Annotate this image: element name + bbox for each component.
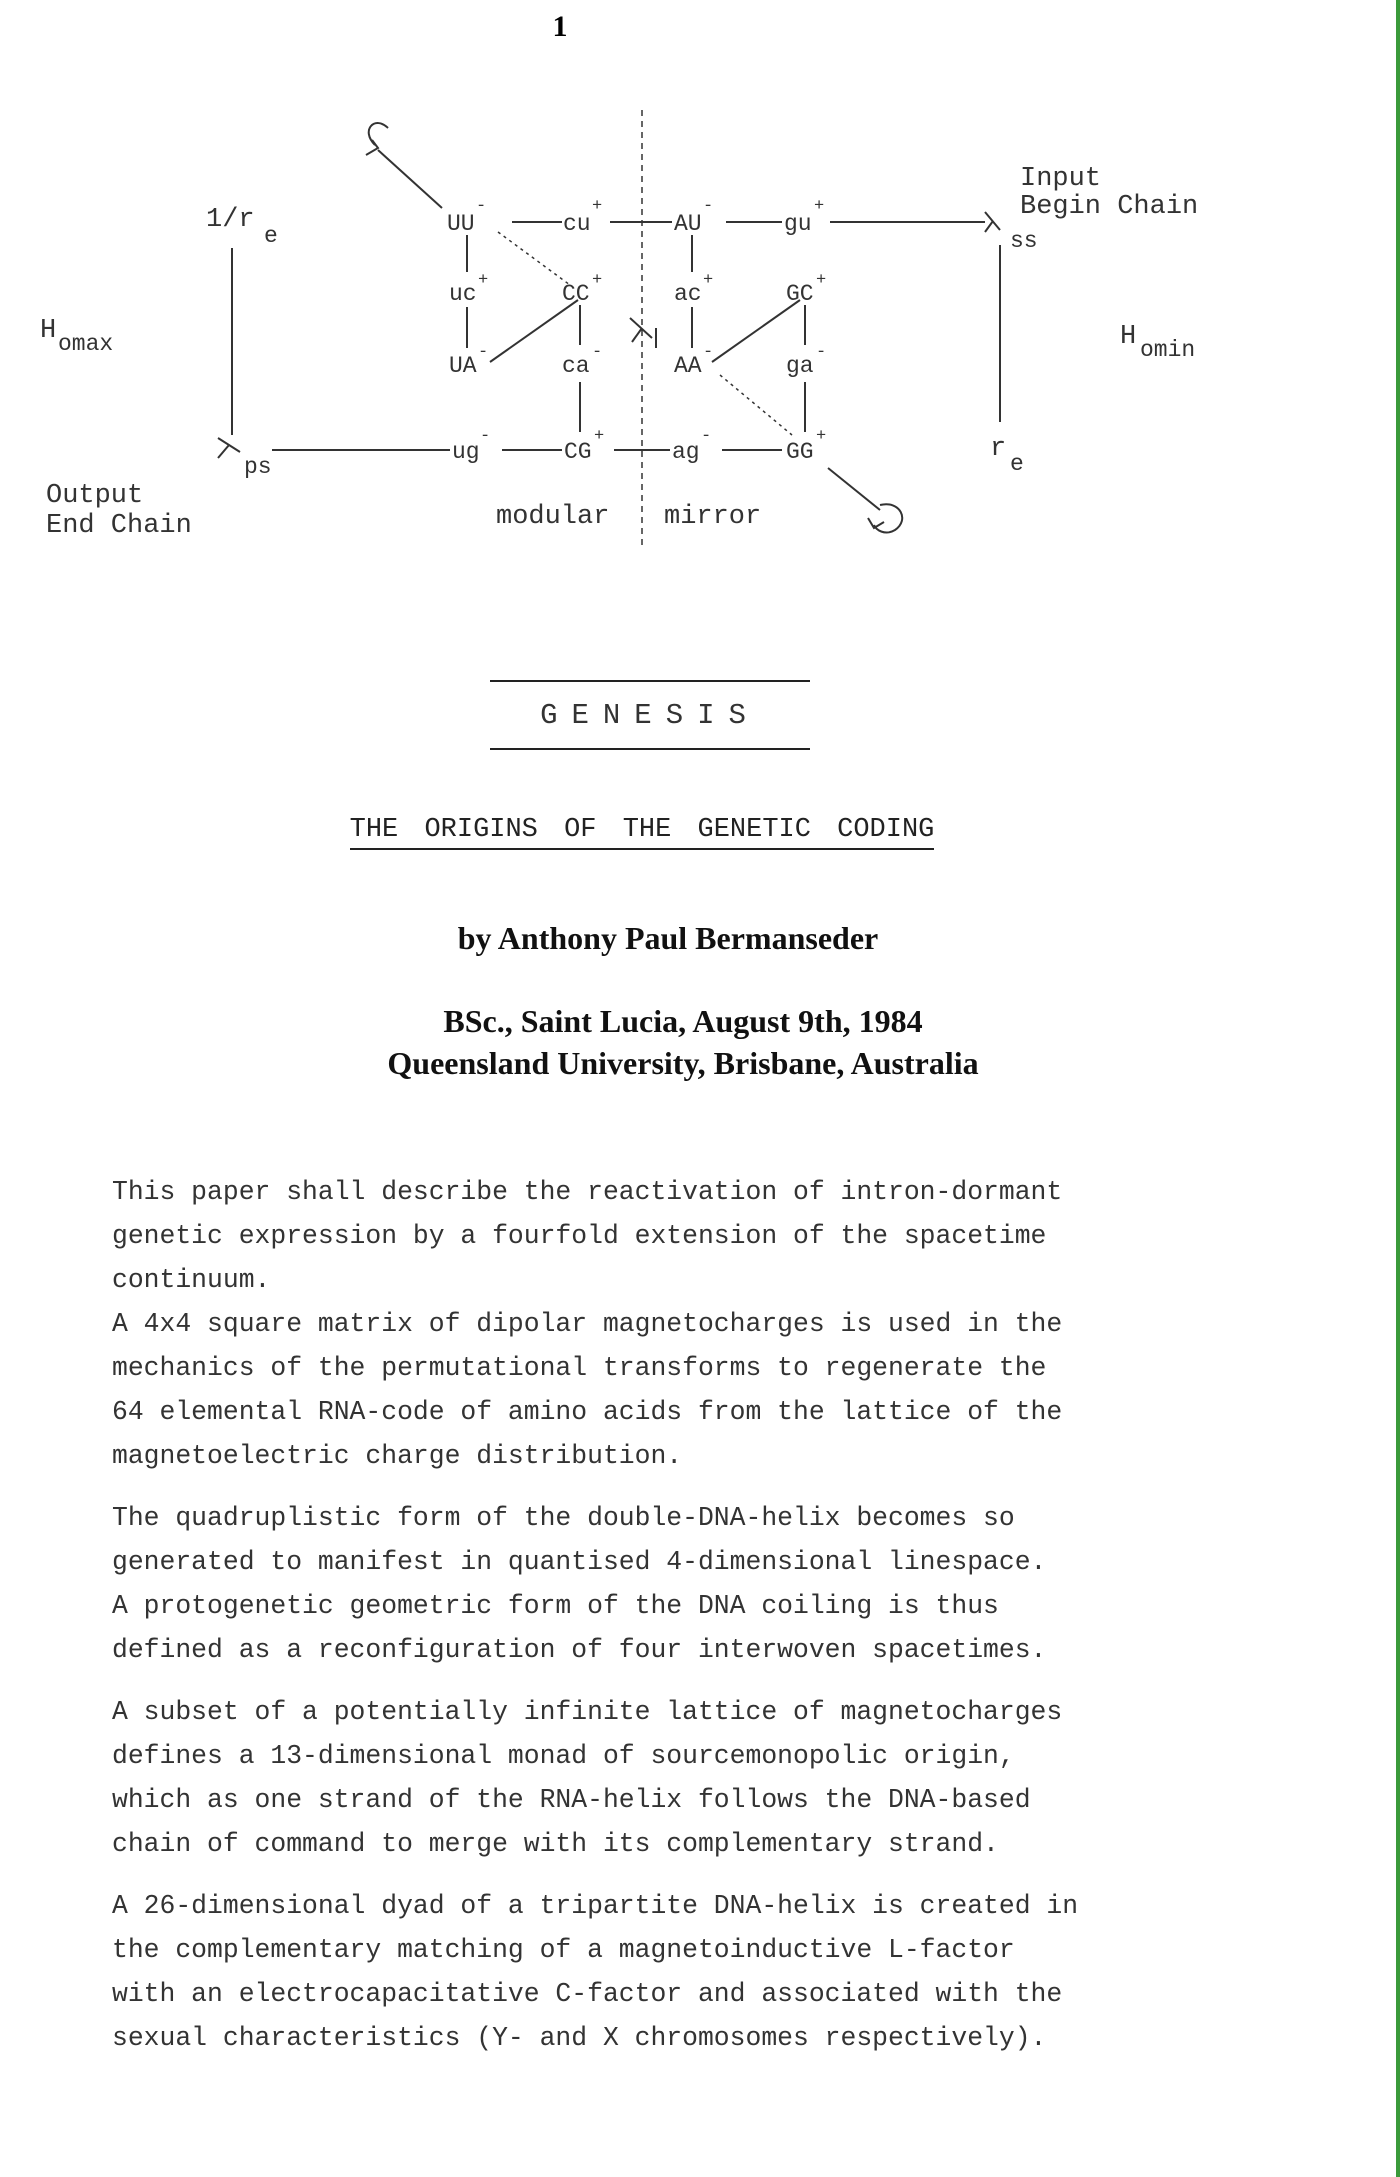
document-subtitle — [0, 815, 1284, 845]
cell-aa-charge: - — [703, 343, 714, 362]
cell-ac-charge: + — [703, 271, 714, 290]
modular-label: modular — [496, 502, 610, 532]
paragraph-4: A 26-dimensional dyad of a tripartite DNA-helix is created in the complementary matching of a magnetoinductive L-factor with an electrocapacitative C-factor and associated with the sexual characteristics (Y- and X chromosomes respectively). — [112, 1891, 1079, 2053]
paragraph-2: The quadruplistic form of the double-DNA-helix becomes so generated to manifest in quantised 4-dimensional linespace. A protogenetic geometric form of the DNA coiling is thus defined as a reconfiguration of four interwoven spacetimes. — [112, 1503, 1047, 1665]
cell-ua: UA — [449, 353, 477, 379]
output-label: Output — [46, 481, 144, 511]
cell-gc: GC — [786, 281, 814, 307]
cell-cc: CC — [562, 281, 590, 307]
cell-ga: ga — [786, 353, 814, 379]
cell-cg-charge: + — [594, 427, 605, 446]
top-loop-arrow-icon — [366, 123, 388, 155]
cell-ca-charge: - — [592, 343, 603, 362]
cell-gu: gu — [784, 211, 812, 237]
author-line: by Anthony Paul Bermanseder — [457, 920, 879, 956]
cell-cu-charge: + — [592, 197, 603, 216]
paragraph-1: This paper shall describe the reactivation of intron-dormant genetic expression by a fourfold extension of the spacetime continuum. A 4x4 square matrix of dipolar magnetocharges is used in the mechanics of the permutational transforms to regenerate the 64 elemental RNA-code of amino acids from the lattice of the magnetoelectric charge distribution. — [112, 1177, 1063, 1471]
cell-cc-charge: + — [592, 271, 603, 290]
cell-gg-charge: + — [816, 427, 827, 446]
cell-ag: ag — [672, 439, 700, 465]
cell-ac: ac — [674, 281, 702, 307]
cell-cu: cu — [563, 211, 591, 237]
lambda-ps-subscript: ps — [244, 454, 272, 480]
cell-ag-charge: - — [701, 427, 712, 446]
affiliation-line-1: BSc., Saint Lucia, August 9th, 1984 — [443, 1003, 923, 1039]
top-loop-line — [378, 150, 442, 208]
inv-re-subscript: e — [264, 223, 278, 249]
center-lambda-icon — [630, 318, 656, 348]
cell-ua-charge: - — [478, 343, 489, 362]
begin-chain-label: Begin Chain — [1020, 192, 1199, 222]
cell-uc-charge: + — [478, 271, 489, 290]
cell-aa: AA — [674, 353, 702, 379]
cell-ug-charge: - — [480, 427, 491, 446]
cell-uu-charge: - — [476, 197, 487, 216]
genetic-code-diagram — [0, 100, 1400, 560]
input-label: Input — [1020, 164, 1102, 194]
cell-uc: uc — [449, 281, 477, 307]
cell-au: AU — [674, 211, 702, 237]
cell-uu: UU — [447, 211, 475, 237]
lambda-ps-icon — [218, 438, 240, 458]
title-block — [490, 680, 810, 750]
lambda-ss-subscript: ss — [1010, 228, 1038, 254]
homin-subscript: omin — [1140, 337, 1196, 363]
abstract-body — [112, 1170, 1272, 2078]
cell-gg: GG — [786, 439, 814, 465]
paragraph-3: A subset of a potentially infinite lattice of magnetocharges defines a 13-dimensional monad of sourcemonopolic origin, which as one strand of the RNA-helix follows the DNA-based chain of command to merge with its complementary strand. — [112, 1697, 1063, 1859]
cell-ug: ug — [452, 439, 480, 465]
lambda-ss-icon — [985, 212, 1000, 232]
re-subscript: e — [1010, 451, 1024, 477]
homax-label: H — [40, 316, 57, 346]
cell-au-charge: - — [703, 197, 714, 216]
homax-subscript: omax — [58, 331, 114, 357]
cell-gc-charge: + — [816, 271, 827, 290]
dotted-uu-cc — [498, 232, 570, 285]
cell-cg: CG — [564, 439, 592, 465]
mirror-label: mirror — [664, 502, 762, 532]
affiliation — [0, 1000, 1366, 1084]
bottom-loop-line — [828, 468, 880, 510]
document-title: GENESIS — [540, 698, 760, 732]
cell-gu-charge: + — [814, 197, 825, 216]
subtitle-text: THE ORIGINS OF THE GENETIC CODING — [350, 815, 935, 850]
affiliation-line-2: Queensland University, Brisbane, Australia — [387, 1045, 979, 1081]
dotted-aa-gg — [720, 375, 792, 435]
homin-label: H — [1120, 322, 1137, 352]
end-chain-label: End Chain — [46, 511, 192, 541]
cell-ga-charge: - — [816, 343, 827, 362]
page-number: 1 — [552, 10, 568, 43]
bottom-loop-arrow-icon — [868, 504, 902, 532]
cell-ca: ca — [562, 353, 590, 379]
re-label: r — [990, 434, 1007, 464]
inv-re-label: 1/r — [206, 205, 255, 235]
